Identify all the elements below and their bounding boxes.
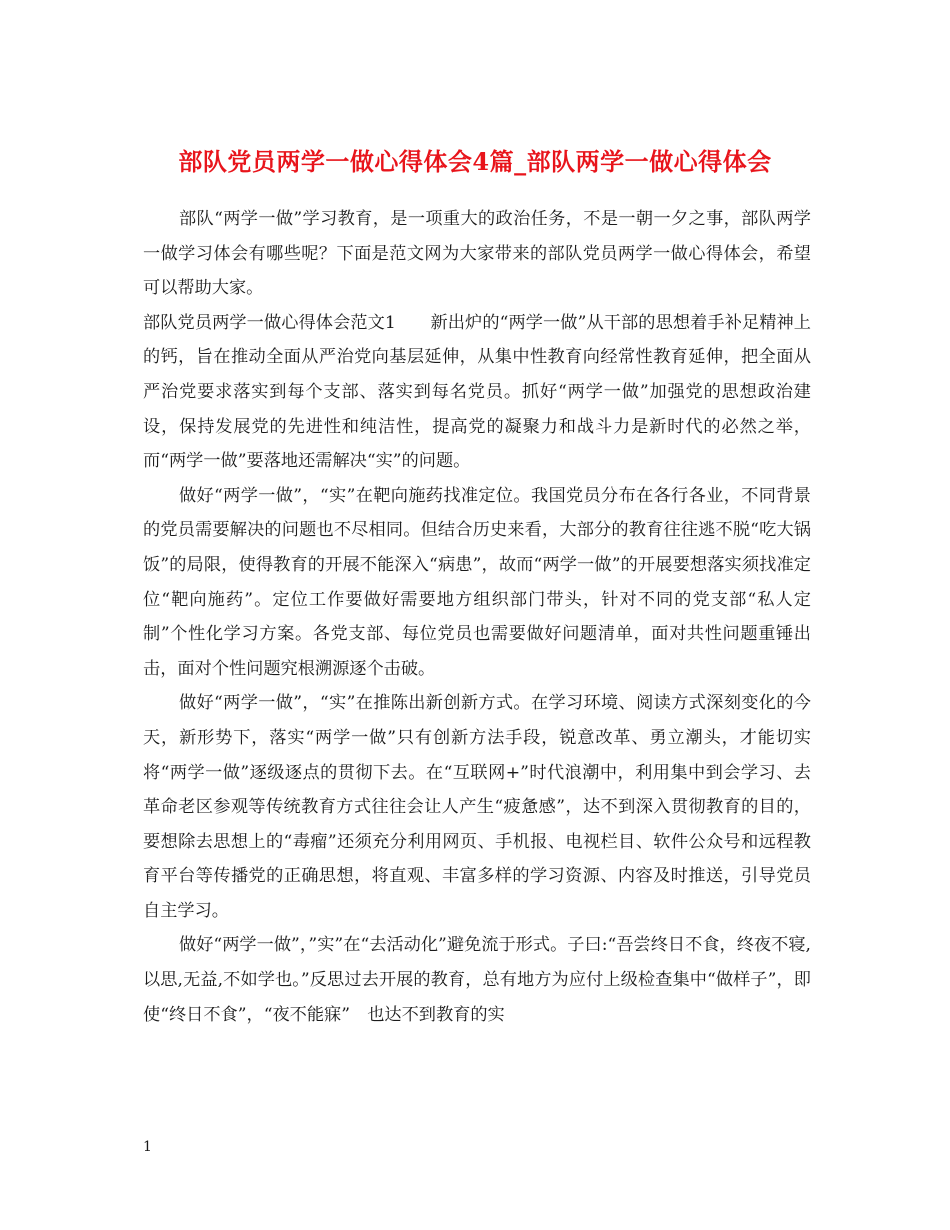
document-title: 部队党员两学一做心得体会4篇_部队两学一做心得体会 [178, 147, 772, 177]
paragraph: 做好“两学一做”，“实”在推陈出新创新方式。在学习环境、阅读方式深刻变化的今天，新形势下，落实“两学一做”只有创新方法手段，锐意改革、勇立潮头，才能切实将“两学一做”逐级逐点的贯彻下去。在“互联网+”时代浪潮中，利用集中到会学习、去革命老区参观等传统教育方式往往会让人产生“疲惫感”，达不到深入贯彻教育的目的，要想除去思想上的“毒瘤”还须充分利用网页、手机报、电视栏目、软件公众号和远程教育平台等传播党的正确思想，将直观、丰富多样的学习资源、内容及时推送，引导党员自主学习。 [143, 693, 811, 921]
paragraph: 部队“两学一做”学习教育，是一项重大的政治任务，不是一朝一夕之事，部队两学一做学习体会有哪些呢？下面是范文网为大家带来的部队党员两学一做心得体会，希望可以帮助大家。 [143, 209, 811, 299]
page-number: 1 [143, 1139, 152, 1155]
paragraph: 做好“两学一做”，”实”在“去活动化”避免流于形式。子曰:“吾尝终日不食，终夜不寝,以思,无益,不如学也。”反思过去开展的教育，总有地方为应付上级检查集中“做样子”，即使“终日不食”，“夜不能寐” 也达不到教育的实 [143, 935, 811, 1025]
paragraph: 部队党员两学一做心得体会范文1 新出炉的“两学一做”从干部的思想着手补足精神上的钙，旨在推动全面从严治党向基层延伸，从集中性教育向经常性教育延伸，把全面从严治党要求落实到每个支部、落实到每名党员。抓好“两学一做”加强党的思想政治建设，保持发展党的先进性和纯洁性，提高党的凝聚力和战斗力是新时代的必然之举，而“两学一做”要落地还需解决“实”的问题。 [143, 312, 811, 472]
paragraph: 做好“两学一做”，“实”在靶向施药找准定位。我国党员分布在各行各业，不同背景的党员需要解决的问题也不尽相同。但结合历史来看，大部分的教育往往逃不脱“吃大锅饭”的局限，使得教育的开展不能深入“病患”，故而“两学一做”的开展要想落实须找准定位“靶向施药”。定位工作要做好需要地方组织部门带头，针对不同的党支部“私人定制”个性化学习方案。各党支部、每位党员也需要做好问题清单，面对共性问题重锤出击，面对个性问题究根溯源逐个击破。 [143, 485, 811, 679]
document-body [143, 202, 811, 1032]
